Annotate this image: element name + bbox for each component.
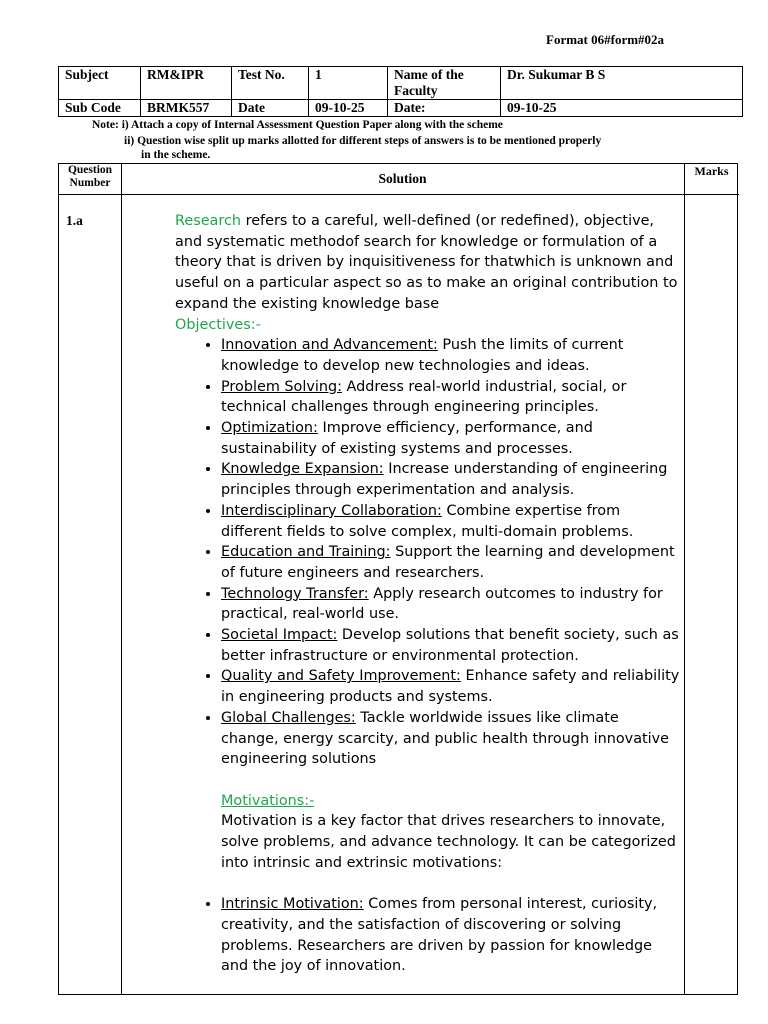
faculty-value: Dr. Sukumar B S [501, 67, 743, 100]
sub-code-label: Sub Code [59, 100, 141, 117]
objective-term: Societal Impact: [221, 627, 338, 644]
subject-value: RM&IPR [141, 67, 232, 100]
test-no-label: Test No. [232, 67, 309, 100]
objective-text: Address real-world industrial, social, or technical challenges through engineering principles. [221, 378, 627, 416]
objective-text: Support the learning and development of future engineers and researchers. [221, 544, 675, 581]
objective-term: Knowledge Expansion: [221, 461, 384, 478]
note-line-2: ii) Question wise split up marks allotted for different steps of answers is to be mentioned properly [124, 135, 602, 147]
motivations-heading: Motivations:- [221, 792, 315, 809]
spacer [175, 873, 680, 894]
research-term: Research [175, 213, 242, 229]
objective-item [221, 418, 680, 459]
objective-text: Enhance safety and reliability in engineering products and systems. [221, 668, 680, 706]
objective-term: Technology Transfer: [221, 585, 369, 602]
objective-term: Quality and Safety Improvement: [221, 668, 461, 685]
objective-item [221, 708, 680, 770]
motivation-term: Intrinsic Motivation: [221, 896, 364, 913]
objective-item [221, 542, 680, 583]
objective-item [221, 584, 680, 625]
subject-label: Subject [59, 67, 141, 100]
motivations-list [175, 894, 680, 977]
header-divider [59, 194, 739, 195]
solution-header: Solution [378, 171, 427, 186]
objective-text: Improve efficiency, performance, and sustainability of existing systems and processes. [221, 420, 593, 457]
date-value: 09-10-25 [309, 100, 388, 117]
date-label: Date [232, 100, 309, 117]
header-table [58, 66, 743, 117]
objective-term: Problem Solving: [221, 378, 342, 395]
objective-item [221, 459, 680, 500]
objective-term: Interdisciplinary Collaboration: [221, 502, 442, 519]
research-definition [175, 211, 680, 315]
objective-text: Apply research outcomes to industry for practical, real-world use. [221, 585, 663, 623]
objective-term: Global Challenges: [221, 709, 356, 726]
note-line-1: Note: i) Attach a copy of Internal Assessment Question Paper along with the scheme [92, 119, 503, 131]
column-divider [684, 164, 685, 994]
note-line-3: in the scheme. [141, 149, 211, 161]
marks-header: Marks [694, 164, 729, 178]
objective-term: Innovation and Advancement: [221, 337, 438, 354]
objective-text: Tackle worldwide issues like climate change, energy scarcity, and public health through innovative engineering solutions [221, 709, 670, 768]
motivation-item [221, 894, 680, 977]
motivation-text: Comes from personal interest, curiosity, creativity, and the satisfaction of discovering or solving problems. Researchers are driven by passion for knowledge and the joy of innovation. [221, 896, 658, 975]
objective-text: Combine expertise from different fields to solve complex, multi-domain problems. [221, 502, 634, 540]
objective-item [221, 625, 680, 666]
objective-item [221, 335, 680, 376]
solution-table [58, 163, 738, 995]
objectives-list [175, 335, 680, 770]
motivations-intro: Motivation is a key factor that drives researchers to innovate, solve problems, and advance technology. It can be categorized into intrinsic and extrinsic motivations: [221, 813, 676, 871]
objective-term: Education and Training: [221, 544, 391, 561]
test-no-value: 1 [309, 67, 388, 100]
objective-item [221, 377, 680, 418]
objective-item [221, 501, 680, 542]
objective-text: Push the limits of current knowledge to develop new technologies and ideas. [221, 337, 624, 374]
spacer [175, 770, 680, 791]
faculty-label: Name of the Faculty [388, 67, 501, 100]
solution-content [175, 211, 680, 977]
question-number-header: Question Number [67, 164, 113, 189]
objective-term: Optimization: [221, 420, 318, 437]
date2-value: 09-10-25 [501, 100, 743, 117]
column-divider [121, 164, 122, 994]
objective-text: Develop solutions that benefit society, such as better infrastructure or environmental protection. [221, 627, 679, 664]
sub-code-value: BRMK557 [141, 100, 232, 117]
question-id: 1.a [66, 213, 83, 228]
objective-text: Increase understanding of engineering principles through experimentation and analysis. [221, 461, 668, 499]
date2-label: Date: [388, 100, 501, 117]
objective-item [221, 666, 680, 707]
format-code: Format 06#form#02a [546, 32, 665, 47]
definition-text: refers to a careful, well-defined (or redefined), objective, and systematic methodof search for knowledge or formulation of a theory that is driven by inquisitiveness for thatwhich is unknown and useful on a particular aspect so as to make an original contribution to expand the existing knowledge base [175, 213, 678, 312]
objectives-heading: Objectives:- [175, 316, 261, 333]
